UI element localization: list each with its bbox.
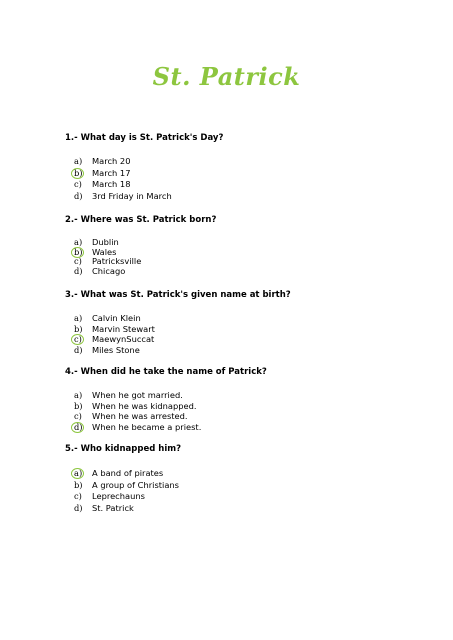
- question-3: 3.- What was St. Patrick's given name at birth?: [65, 290, 291, 300]
- question-2-options: [74, 238, 141, 276]
- option-b: [74, 401, 201, 412]
- answer-circle: [71, 168, 84, 179]
- option-letter: c): [74, 491, 82, 501]
- option-letter: a): [74, 156, 83, 166]
- page-title: St. Patrick: [152, 62, 301, 91]
- option-text: A band of pirates: [92, 468, 164, 478]
- option-letter: a): [74, 390, 83, 400]
- option-text: When he was kidnapped.: [92, 400, 197, 411]
- option-d: [74, 191, 172, 203]
- question-4-options: [74, 390, 201, 432]
- option-a: [74, 156, 172, 168]
- option-text: Dublin: [92, 237, 119, 247]
- option-text: Leprechauns: [92, 491, 145, 501]
- option-letter: b): [74, 246, 83, 257]
- question-2: 2.- Where was St. Patrick born?: [65, 215, 217, 225]
- question-3-options: [74, 313, 155, 355]
- option-letter: d): [74, 421, 83, 432]
- option-letter: a): [74, 468, 83, 478]
- question-1-options: [74, 156, 172, 202]
- option-c: [74, 411, 201, 422]
- option-c: [74, 334, 155, 345]
- answer-circle: [71, 334, 84, 345]
- option-d: [74, 267, 141, 277]
- option-letter: d): [74, 344, 83, 355]
- option-text: Chicago: [92, 265, 126, 276]
- option-letter: c): [74, 256, 82, 266]
- option-letter: d): [74, 265, 83, 276]
- option-text: A group of Christians: [92, 479, 179, 490]
- option-d: [74, 503, 179, 515]
- answer-circle: [71, 468, 84, 479]
- option-b: [74, 168, 172, 180]
- option-b: [74, 324, 155, 335]
- option-c: [74, 491, 179, 503]
- option-text: March 18: [92, 179, 131, 189]
- option-c: [74, 179, 172, 191]
- option-a: [74, 390, 201, 401]
- option-letter: d): [74, 190, 83, 201]
- option-letter: b): [74, 479, 83, 490]
- option-text: When he became a priest.: [92, 421, 202, 432]
- option-letter: c): [74, 411, 82, 421]
- answer-circle: [71, 422, 84, 433]
- option-letter: c): [74, 179, 82, 189]
- option-letter: a): [74, 313, 83, 323]
- question-5: 5.- Who kidnapped him?: [65, 444, 182, 454]
- option-letter: a): [74, 237, 83, 247]
- question-1: 1.- What day is St. Patrick's Day?: [65, 133, 224, 143]
- question-4: 4.- When did he take the name of Patrick?: [65, 367, 267, 377]
- option-b: [74, 480, 179, 492]
- option-a: [74, 313, 155, 324]
- option-letter: d): [74, 502, 83, 513]
- option-text: Wales: [92, 246, 117, 257]
- option-letter: c): [74, 334, 82, 344]
- option-text: MaewynSuccat: [92, 334, 155, 344]
- option-text: When he got married.: [92, 390, 183, 400]
- option-text: March 20: [92, 156, 131, 166]
- option-letter: b): [74, 400, 83, 411]
- question-5-options: [74, 468, 179, 514]
- option-d: [74, 345, 155, 356]
- option-d: [74, 422, 201, 433]
- option-text: Marvin Stewart: [92, 323, 155, 334]
- option-text: Miles Stone: [92, 344, 140, 355]
- option-text: St. Patrick: [92, 502, 134, 513]
- option-text: Calvin Klein: [92, 313, 141, 323]
- option-a: [74, 468, 179, 480]
- option-text: 3rd Friday in March: [92, 190, 172, 201]
- option-text: Patricksville: [92, 256, 142, 266]
- option-text: March 17: [92, 167, 131, 178]
- option-letter: b): [74, 167, 83, 178]
- option-text: When he was arrested.: [92, 411, 188, 421]
- option-letter: b): [74, 323, 83, 334]
